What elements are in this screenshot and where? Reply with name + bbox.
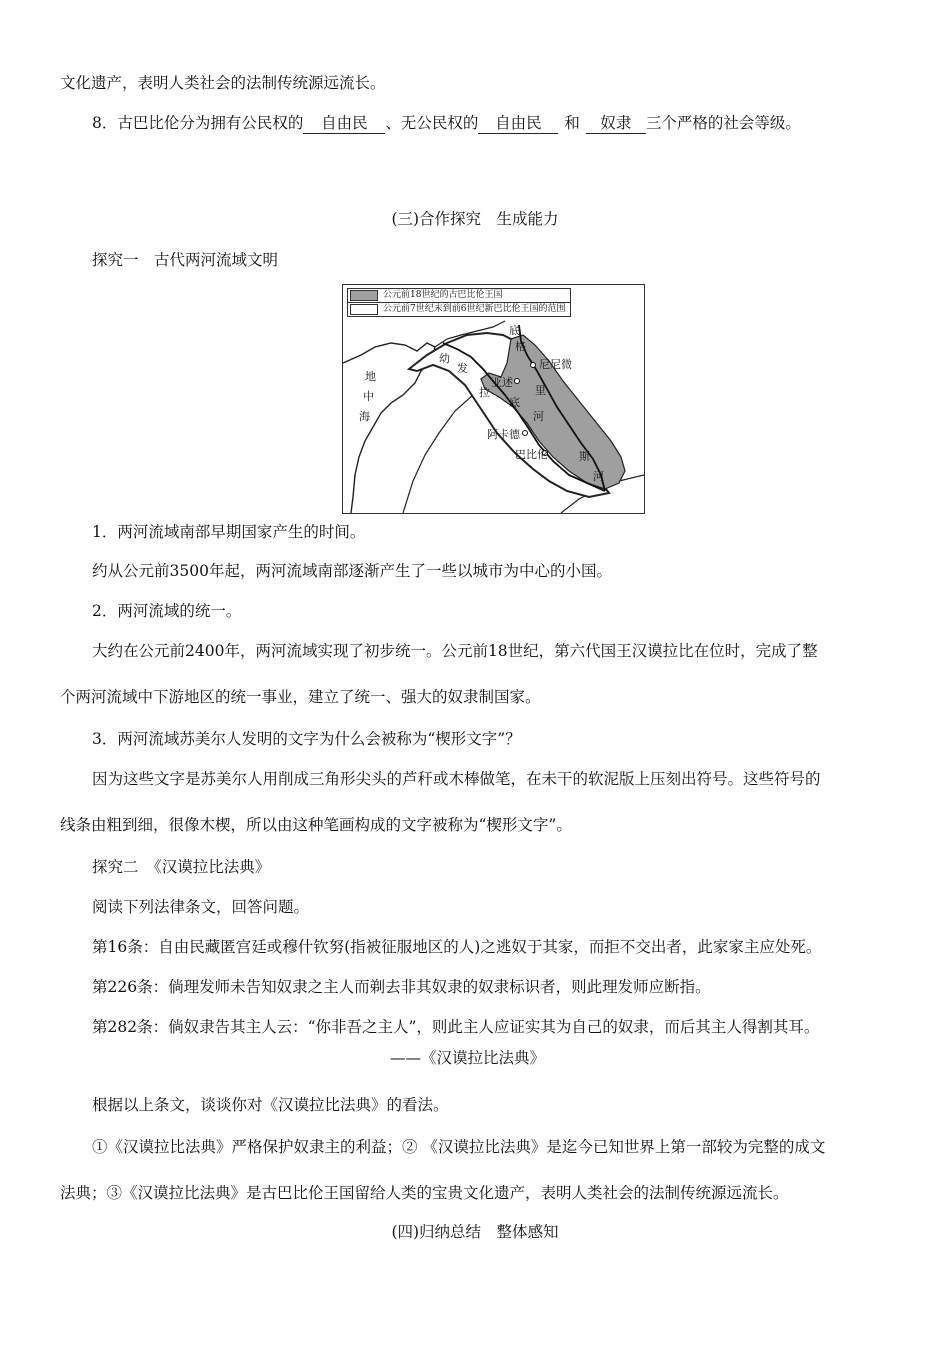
map-label-euphrates-2: 发: [457, 362, 468, 375]
legend-label: 公元前7世纪末到前6世纪新巴比伦王国的范围: [383, 304, 566, 314]
map-label-nineveh: 尼尼微: [539, 358, 572, 371]
explore-1-a2-line1: 大约在公元前2400年，两河流域实现了初步统一。公元前18世纪，第六代国王汉谟拉比在位时，完成了整: [92, 642, 818, 660]
map-legend: [347, 288, 571, 317]
map-label-tigris-4: 斯: [579, 450, 590, 463]
explore-1-q3: 3．两河流域苏美尔人发明的文字为什么会被称为“楔形文字”？: [92, 730, 521, 748]
section-3-heading: (三)合作探究 生成能力: [391, 210, 559, 228]
explore-1-a2-line2: 个两河流域中下游地区的统一事业，建立了统一、强大的奴隶制国家。: [60, 688, 541, 706]
legend-swatch-gray: [350, 290, 378, 301]
explore-1-a1: 约从公元前3500年起，两河流域南部逐渐产生了一些以城市为中心的小国。: [92, 562, 612, 580]
map-label-tigris-5: 河: [593, 470, 604, 483]
map-label-mediterranean-2: 中: [363, 390, 374, 403]
map-label-assur: 亚述: [491, 376, 513, 389]
legend-item-neo-babylon: [348, 302, 570, 316]
law-article-16: 第16条：自由民藏匿宫廷或穆什钦努(指被征服地区的人)之逃奴于其家，而拒不交出者，此家家主应处死。: [92, 938, 822, 956]
explore-2-title: 探究二 《汉谟拉比法典》: [92, 858, 271, 876]
assur-dot: [515, 379, 520, 384]
map-label-euphrates-5: 河: [533, 410, 544, 423]
law-article-282: 第282条：倘奴隶告其主人云：“你非吾之主人”，则此主人应证实其为自己的奴隶，而后其主人得割其耳。: [92, 1018, 820, 1036]
map-label-euphrates-4: 底: [509, 396, 520, 409]
legend-label: 公元前18世纪的古巴比伦王国: [383, 290, 503, 300]
question-8: [92, 113, 801, 134]
map-label-akkad: 阿卡德: [487, 428, 520, 441]
map-label-mediterranean-3: 海: [359, 410, 370, 423]
explore-2-answer-line2: 法典；③《汉谟拉比法典》是古巴比伦王国留给人类的宝贵文化遗产，表明人类社会的法制传统源远流长。: [60, 1184, 789, 1202]
explore-2-question: 根据以上条文，谈谈你对《汉谟拉比法典》的看法。: [92, 1096, 449, 1114]
legend-swatch-white: [350, 304, 378, 315]
legend-item-old-babylon: [348, 289, 570, 302]
map-label-tigris-3: 里: [535, 384, 546, 397]
explore-1-title: 探究一 古代两河流域文明: [92, 251, 279, 269]
law-article-226: 第226条：倘理发师未告知奴隶之主人而剃去非其奴隶的奴隶标识者，则此理发师应断指。: [92, 978, 711, 996]
q8-blank-3: 奴隶: [586, 113, 646, 134]
q8-blank-1: 自由民: [303, 113, 385, 134]
q8-mid-1: 、无公民权的: [385, 114, 479, 132]
explore-2-answer-line1: ①《汉谟拉比法典》严格保护奴隶主的利益；② 《汉谟拉比法典》是迄今已知世界上第一部较为完整的成文: [92, 1138, 826, 1156]
q8-prefix: 8．古巴比伦分为拥有公民权的: [92, 114, 304, 132]
akkad-dot: [523, 431, 528, 436]
nineveh-dot: [531, 363, 536, 368]
explore-1-a3-line2: 线条由粗到细，很像木楔，所以由这种笔画构成的文字被称为“楔形文字”。: [60, 816, 572, 834]
explore-1-q2: 2．两河流域的统一。: [92, 602, 242, 620]
carryover-line: 文化遗产，表明人类社会的法制传统源远流长。: [60, 74, 386, 92]
mesopotamia-map: [342, 284, 645, 514]
section-4-heading: (四)归纳总结 整体感知: [391, 1223, 559, 1241]
map-label-babylon: 巴比伦: [515, 448, 548, 461]
map-label-tigris-1: 底: [509, 324, 520, 337]
explore-1-q1: 1．两河流域南部早期国家产生的时间。: [92, 523, 366, 541]
map-label-tigris-2: 格: [515, 340, 526, 353]
explore-1-a3-line1: 因为这些文字是苏美尔人用削成三角形尖头的芦秆或木棒做笔，在未干的软泥版上压刻出符号。这些符号的: [92, 770, 821, 788]
map-label-euphrates-3: 拉: [479, 386, 490, 399]
explore-2-intro: 阅读下列法律条文，回答问题。: [92, 898, 310, 916]
law-source: ——《汉谟拉比法典》: [390, 1049, 546, 1067]
map-label-mediterranean-1: 地: [365, 370, 376, 383]
map-label-euphrates-1: 幼: [439, 352, 450, 365]
q8-suffix: 三个严格的社会等级。: [645, 114, 801, 132]
q8-mid-2: 和: [564, 114, 580, 132]
q8-blank-2: 自由民: [478, 113, 558, 134]
